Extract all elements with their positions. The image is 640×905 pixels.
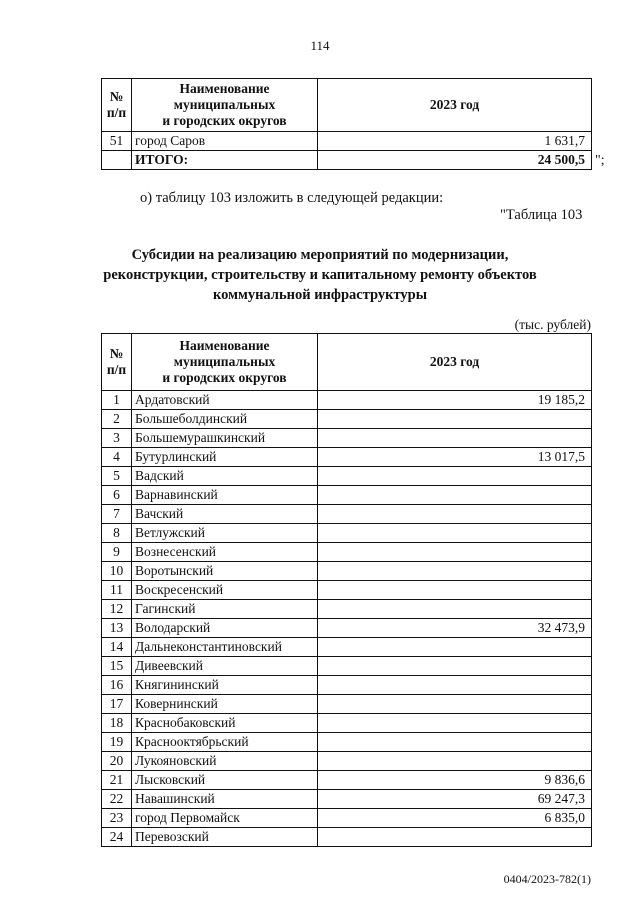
row-name: Краснооктябрьский bbox=[132, 733, 318, 752]
footer-code: 0404/2023-782(1) bbox=[503, 872, 591, 886]
table-row bbox=[102, 752, 592, 771]
row-num: 2 bbox=[102, 410, 132, 429]
row-num: 16 bbox=[102, 676, 132, 695]
table-row bbox=[102, 543, 592, 562]
table-row bbox=[102, 524, 592, 543]
row-name: Ветлужский bbox=[132, 524, 318, 543]
row-name: Большеболдинский bbox=[132, 410, 318, 429]
total-row bbox=[102, 151, 592, 170]
header-num-line: № bbox=[109, 346, 124, 361]
table-row bbox=[102, 790, 592, 809]
row-name: Воскресенский bbox=[132, 581, 318, 600]
row-num: 13 bbox=[102, 619, 132, 638]
row-value: 9 836,6 bbox=[318, 771, 592, 790]
header-num-line: п/п bbox=[106, 105, 127, 120]
row-value bbox=[318, 505, 592, 524]
table-row bbox=[102, 676, 592, 695]
total-value: 24 500,5 bbox=[318, 151, 592, 170]
table-row bbox=[102, 714, 592, 733]
row-num: 51 bbox=[102, 132, 132, 151]
header-num bbox=[102, 334, 132, 391]
header-num bbox=[102, 79, 132, 132]
table-row bbox=[102, 562, 592, 581]
row-value bbox=[318, 676, 592, 695]
row-num: 23 bbox=[102, 809, 132, 828]
table-header-row bbox=[102, 334, 592, 391]
row-value: 19 185,2 bbox=[318, 391, 592, 410]
previous-table bbox=[101, 78, 592, 170]
table-row bbox=[102, 132, 592, 151]
row-num: 24 bbox=[102, 828, 132, 847]
table-row bbox=[102, 391, 592, 410]
row-name: Варнавинский bbox=[132, 486, 318, 505]
row-name: Вознесенский bbox=[132, 543, 318, 562]
total-num bbox=[102, 151, 132, 170]
row-name: Княгининский bbox=[132, 676, 318, 695]
header-year: 2023 год bbox=[318, 334, 592, 391]
row-value bbox=[318, 714, 592, 733]
row-value bbox=[318, 486, 592, 505]
row-name: город Первомайск bbox=[132, 809, 318, 828]
table-row bbox=[102, 733, 592, 752]
table-row bbox=[102, 809, 592, 828]
row-num: 5 bbox=[102, 467, 132, 486]
row-num: 11 bbox=[102, 581, 132, 600]
title-line: коммунальной инфраструктуры bbox=[212, 287, 428, 303]
row-num: 3 bbox=[102, 429, 132, 448]
header-name-line: муниципальных bbox=[173, 97, 276, 112]
header-name-line: и городских округов bbox=[162, 370, 287, 385]
row-num: 1 bbox=[102, 391, 132, 410]
row-name: Большемурашкинский bbox=[132, 429, 318, 448]
row-value bbox=[318, 752, 592, 771]
row-num: 19 bbox=[102, 733, 132, 752]
row-value bbox=[318, 733, 592, 752]
table-row bbox=[102, 448, 592, 467]
subsidies-table bbox=[101, 333, 592, 847]
row-name: Ковернинский bbox=[132, 695, 318, 714]
row-num: 15 bbox=[102, 657, 132, 676]
row-name: Ардатовский bbox=[132, 391, 318, 410]
page-number: 114 bbox=[310, 38, 330, 53]
row-num: 9 bbox=[102, 543, 132, 562]
table-body bbox=[102, 391, 592, 847]
row-name: Гагинский bbox=[132, 600, 318, 619]
row-num: 21 bbox=[102, 771, 132, 790]
table-row bbox=[102, 581, 592, 600]
header-name-line: муниципальных bbox=[173, 354, 276, 369]
table-row bbox=[102, 638, 592, 657]
instruction-text: о) таблицу 103 изложить в следующей редакции: bbox=[140, 190, 444, 206]
row-num: 8 bbox=[102, 524, 132, 543]
row-num: 4 bbox=[102, 448, 132, 467]
header-name-line: Наименование bbox=[179, 338, 270, 353]
row-value bbox=[318, 657, 592, 676]
row-value: 1 631,7 bbox=[318, 132, 592, 151]
units-label: (тыс. рублей) bbox=[514, 317, 591, 332]
row-name: Краснобаковский bbox=[132, 714, 318, 733]
header-name bbox=[132, 79, 318, 132]
table-row bbox=[102, 505, 592, 524]
row-name: Дивеевский bbox=[132, 657, 318, 676]
table-header-row bbox=[102, 79, 592, 132]
row-name: Перевозский bbox=[132, 828, 318, 847]
row-name: город Саров bbox=[132, 132, 318, 151]
row-value bbox=[318, 410, 592, 429]
row-name: Бутурлинский bbox=[132, 448, 318, 467]
row-value: 6 835,0 bbox=[318, 809, 592, 828]
table-row bbox=[102, 429, 592, 448]
row-name: Лысковский bbox=[132, 771, 318, 790]
row-name: Воротынский bbox=[132, 562, 318, 581]
table-row bbox=[102, 410, 592, 429]
table-row bbox=[102, 828, 592, 847]
header-num-line: № bbox=[109, 89, 124, 104]
header-name bbox=[132, 334, 318, 391]
row-value bbox=[318, 695, 592, 714]
row-num: 6 bbox=[102, 486, 132, 505]
row-value bbox=[318, 524, 592, 543]
table-row bbox=[102, 486, 592, 505]
table-row bbox=[102, 467, 592, 486]
row-name: Лукояновский bbox=[132, 752, 318, 771]
title-line: реконструкции, строительству и капитальному ремонту объектов bbox=[103, 267, 537, 283]
row-value bbox=[318, 429, 592, 448]
header-year: 2023 год bbox=[318, 79, 592, 132]
table-title bbox=[80, 245, 560, 305]
row-name: Вадский bbox=[132, 467, 318, 486]
table-row bbox=[102, 657, 592, 676]
table-caption: "Таблица 103 bbox=[500, 207, 583, 223]
row-num: 17 bbox=[102, 695, 132, 714]
row-num: 7 bbox=[102, 505, 132, 524]
table-row bbox=[102, 619, 592, 638]
row-value: 32 473,9 bbox=[318, 619, 592, 638]
row-value bbox=[318, 543, 592, 562]
table-row bbox=[102, 600, 592, 619]
header-name-line: Наименование bbox=[179, 81, 270, 96]
row-num: 10 bbox=[102, 562, 132, 581]
header-name-line: и городских округов bbox=[162, 113, 287, 128]
row-name: Володарский bbox=[132, 619, 318, 638]
row-name: Навашинский bbox=[132, 790, 318, 809]
header-num-line: п/п bbox=[106, 362, 127, 377]
row-value bbox=[318, 467, 592, 486]
row-value bbox=[318, 600, 592, 619]
row-value bbox=[318, 562, 592, 581]
row-value: 13 017,5 bbox=[318, 448, 592, 467]
row-value bbox=[318, 828, 592, 847]
row-name: Дальнеконстантиновский bbox=[132, 638, 318, 657]
row-value: 69 247,3 bbox=[318, 790, 592, 809]
title-line: Субсидии на реализацию мероприятий по модернизации, bbox=[131, 247, 509, 263]
row-value bbox=[318, 581, 592, 600]
row-num: 12 bbox=[102, 600, 132, 619]
row-num: 18 bbox=[102, 714, 132, 733]
row-num: 20 bbox=[102, 752, 132, 771]
closing-quote: "; bbox=[595, 153, 605, 168]
table-row bbox=[102, 771, 592, 790]
row-name: Вачский bbox=[132, 505, 318, 524]
total-label: ИТОГО: bbox=[132, 151, 318, 170]
table-row bbox=[102, 695, 592, 714]
row-value bbox=[318, 638, 592, 657]
row-num: 14 bbox=[102, 638, 132, 657]
row-num: 22 bbox=[102, 790, 132, 809]
